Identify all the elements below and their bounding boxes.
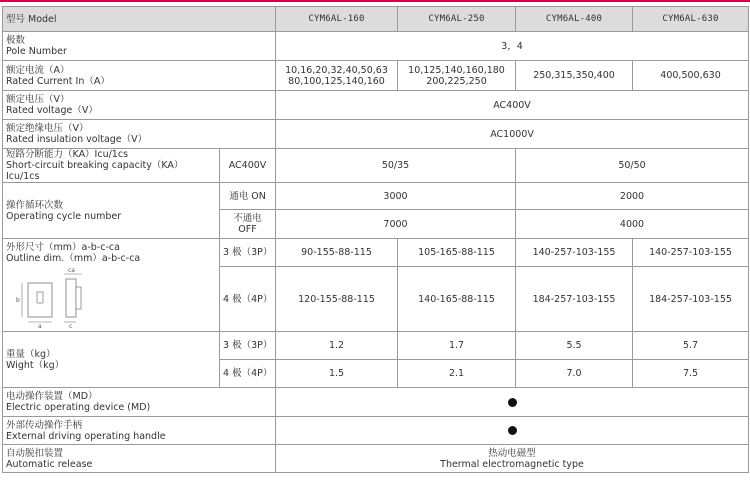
label-en: Electric operating device (MD) — [6, 402, 151, 413]
label-en: Operating cycle number — [6, 210, 122, 222]
label-cn: 外形尺寸（mm）a-b-c-ca — [6, 242, 120, 253]
cycle-off-label — [220, 210, 276, 239]
weight-3p-label: 3 极（3P） — [220, 332, 276, 360]
weight-3p-400: 5.5 — [516, 332, 633, 360]
fig-label-b: b — [16, 297, 20, 304]
label-cn: 外部传动操作手柄 — [6, 419, 83, 431]
dims-4p-630: 184-257-103-155 — [633, 267, 749, 332]
weight-3p-250: 1.7 — [398, 332, 516, 360]
row-label — [3, 332, 220, 388]
label-en: Rated insulation voltage（V） — [6, 134, 148, 145]
row-insulation-voltage — [3, 120, 749, 149]
cycle-off-left: 7000 — [276, 210, 516, 239]
weight-4p-label: 4 极（4P） — [220, 360, 276, 388]
top-accent-line — [0, 0, 750, 2]
availability-dot-icon — [508, 398, 517, 407]
dims-4p-250: 140-165-88-115 — [398, 267, 516, 332]
model-col-4: CYM6AL-630 — [633, 7, 749, 32]
row-rated-current — [3, 61, 749, 91]
row-label — [3, 417, 276, 445]
current-400: 250,315,350,400 — [516, 61, 633, 91]
current-250-line2: 200,225,250 — [426, 75, 487, 87]
label-cn: 额定电压（V） — [6, 94, 70, 105]
outline-dimension-figure — [12, 267, 92, 329]
label-en: Rated Current In（A） — [6, 75, 110, 87]
row-label — [3, 239, 220, 332]
handle-availability — [276, 417, 749, 445]
label-cn: 额定电流（A） — [6, 64, 70, 76]
current-250-line1: 10,125,140,160,180 — [408, 64, 505, 76]
breaking-sub-label: AC400V — [220, 149, 276, 183]
pole-value: 3，4 — [276, 32, 749, 61]
release-value — [276, 445, 749, 473]
label-cn: 自动脱扣装置 — [6, 447, 64, 459]
breaking-value-left: 50/35 — [276, 149, 516, 183]
model-col-2: CYM6AL-250 — [398, 7, 516, 32]
cycle-off-cn: 不通电 — [233, 213, 262, 224]
model-col-1: CYM6AL-160 — [276, 7, 398, 32]
row-label — [3, 388, 276, 417]
row-label — [3, 445, 276, 473]
label-en: Short-circuit breaking capacity（KA）Icu/1cs — [6, 160, 184, 182]
dims-3p-400: 140-257-103-155 — [516, 239, 633, 267]
cycle-off-en: OFF — [238, 224, 257, 235]
dims-4p-400: 184-257-103-155 — [516, 267, 633, 332]
release-value-cn: 热动电磁型 — [488, 447, 536, 459]
weight-4p-160: 1.5 — [276, 360, 398, 388]
cycle-on-left: 3000 — [276, 183, 516, 210]
header-model-label: 型号 Model — [3, 7, 276, 32]
label-en: External driving operating handle — [6, 430, 166, 442]
label-en: Rated voltage（V） — [6, 105, 98, 116]
label-cn: 操作循环次数 — [6, 199, 64, 211]
dims-3p-630: 140-257-103-155 — [633, 239, 749, 267]
row-label — [3, 149, 220, 183]
dims-4p-160: 120-155-88-115 — [276, 267, 398, 332]
dims-3p-250: 105-165-88-115 — [398, 239, 516, 267]
availability-dot-icon — [508, 426, 517, 435]
insulation-value: AC1000V — [276, 120, 749, 149]
current-630: 400,500,630 — [633, 61, 749, 91]
current-160-line1: 10,16,20,32,40,50,63 — [285, 64, 388, 76]
row-electric-operating-device — [3, 388, 749, 417]
row-external-handle — [3, 417, 749, 445]
weight-4p-250: 2.1 — [398, 360, 516, 388]
cycle-on-right: 2000 — [516, 183, 749, 210]
row-rated-voltage — [3, 91, 749, 120]
md-availability — [276, 388, 749, 417]
label-en: Pole Number — [6, 46, 67, 57]
fig-label-c: c — [69, 323, 73, 329]
cycle-on-label: 通电 ON — [220, 183, 276, 210]
row-cycle-on — [3, 183, 749, 210]
fig-label-ca: ca — [68, 267, 75, 274]
label-en: Wight（kg） — [6, 359, 65, 371]
weight-4p-630: 7.5 — [633, 360, 749, 388]
row-pole-number — [3, 32, 749, 61]
label-cn: 电动操作装置（MD） — [6, 391, 98, 402]
dims-3p-label: 3 极（3P） — [220, 239, 276, 267]
row-label — [3, 120, 276, 149]
cycle-off-right: 4000 — [516, 210, 749, 239]
weight-3p-630: 5.7 — [633, 332, 749, 360]
weight-3p-160: 1.2 — [276, 332, 398, 360]
row-label — [3, 183, 220, 239]
row-dims-3p — [3, 239, 749, 267]
row-breaking-capacity — [3, 149, 749, 183]
release-value-en: Thermal electromagnetic type — [440, 458, 584, 470]
current-160-line2: 80,100,125,140,160 — [288, 75, 385, 87]
current-250 — [398, 61, 516, 91]
label-cn: 额定绝缘电压（V） — [6, 123, 89, 134]
spec-table — [2, 6, 749, 473]
model-col-3: CYM6AL-400 — [516, 7, 633, 32]
row-label — [3, 61, 276, 91]
table-header-row — [3, 7, 749, 32]
row-label — [3, 32, 276, 61]
label-cn: 短路分断能力（KA）Icu/1cs — [6, 149, 129, 160]
dims-3p-160: 90-155-88-115 — [276, 239, 398, 267]
label-cn: 极数 — [6, 35, 26, 46]
label-en: Outline dim.（mm）a-b-c-ca — [6, 253, 141, 264]
label-cn: 重量（kg） — [6, 348, 56, 360]
row-weight-3p — [3, 332, 749, 360]
row-automatic-release — [3, 445, 749, 473]
label-en: Automatic release — [6, 458, 93, 470]
weight-4p-400: 7.0 — [516, 360, 633, 388]
fig-label-a: a — [38, 323, 42, 329]
breaking-value-right: 50/50 — [516, 149, 749, 183]
voltage-value: AC400V — [276, 91, 749, 120]
current-160 — [276, 61, 398, 91]
dims-4p-label: 4 极（4P） — [220, 267, 276, 332]
row-label — [3, 91, 276, 120]
